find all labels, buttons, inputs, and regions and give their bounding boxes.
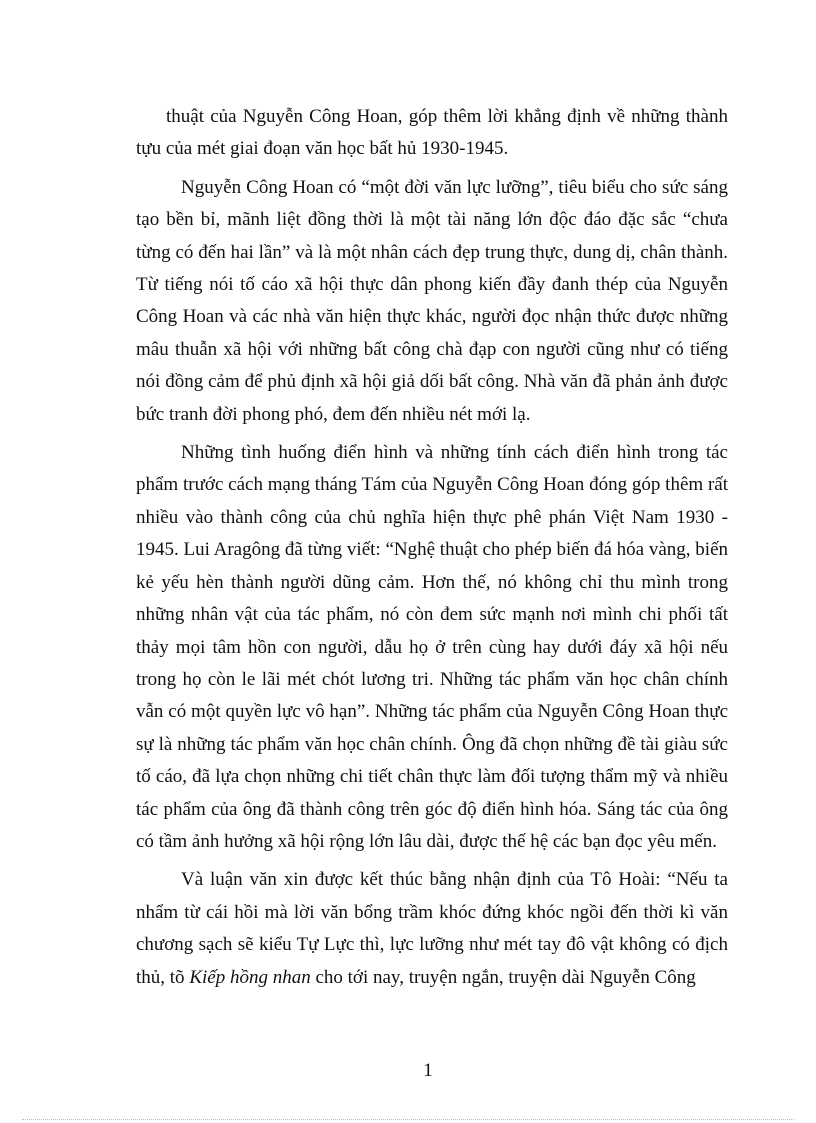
paragraph-text: cho tới nay, truyện ngắn, truyện dài Nguyễn Công xyxy=(310,966,696,988)
paragraph-3 xyxy=(136,437,728,858)
paragraph-text: Nguyễn Công Hoan có “một đời văn lực lưỡng”, tiêu biểu cho sức sáng tạo bền bỉ, mãnh liệt đồng thời là một tài năng lớn độc đáo đặc sắc “chưa từng có đến hai lần” và là một nhân cách đẹp trung thực, dung dị, chân thành. Từ tiếng nói tố cáo xã hội thực dân phong kiến đầy đanh thép của Nguyễn Công Hoan và các nhà văn hiện thực khác, người đọc nhận thức được những mâu thuẫn xã hội với những bất công chà đạp con người cũng như có tiếng nói đồng cảm để phủ định xã hội giả dối bất công. Nhà văn đã phản ảnh được bức tranh đời phong phó, đem đến nhiều nét mới lạ. xyxy=(136,176,728,425)
paragraph-text: Và luận văn xin được kết thúc bằng nhận định của Tô Hoài: “Nếu ta nhẩm từ cái hồi mà lời văn bổng trầm khóc đứng khóc ngồi đến thời kì văn chương sạch sẽ kiểu Tự Lực thì, lực lưỡng như mét tay đô vật không có địch thủ, tõ xyxy=(136,869,728,988)
paragraph-1 xyxy=(136,101,728,166)
book-title: Kiếp hồng nhan xyxy=(189,966,311,988)
paragraph-text: thuật của Nguyễn Công Hoan, góp thêm lời khẳng định về những thành tựu của mét giai đoạn văn học bất hủ 1930-1945. xyxy=(136,106,728,160)
paragraph-2 xyxy=(136,172,728,431)
body-text xyxy=(136,101,728,994)
footer-divider xyxy=(22,1119,794,1120)
paragraph-text: Những tình huống điển hình và những tính cách điển hình trong tác phẩm trước cách mạng tháng Tám của Nguyễn Công Hoan đóng góp thêm rất nhiều vào thành công của chủ nghĩa hiện thực phê phán Việt Nam 1930 - 1945. Lui Aragông đã từng viết: “Nghệ thuật cho phép biến đá hóa vàng, biến kẻ yếu hèn thành người dũng cảm. Hơn thế, nó không chỉ thu mình trong những nhân vật của tác phẩm, nó còn đem sức mạnh nơi mình chi phối tất thảy mọi tâm hồn con người, dẫu họ ở trên cùng hay dưới đáy xã hội nếu trong họ còn le lãi mét chót lương tri. Những tác phẩm văn học chân chính vẫn có một quyền lực vô hạn”. Những tác phẩm của Nguyễn Công Hoan thực sự là những tác phẩm văn học chân chính. Ông đã chọn những đề tài giàu sức tố cáo, đã lựa chọn những chi tiết chân thực làm đối tượng thẩm mỹ và nhiều tác phẩm của ông đã thành công trên góc độ điển hình hóa. Sáng tác của ông có tầm ảnh hưởng xã hội rộng lớn lâu dài, được thế hệ các bạn đọc yêu mến. xyxy=(136,442,728,852)
paragraph-4 xyxy=(136,864,728,994)
page-number: 1 xyxy=(423,1060,433,1081)
